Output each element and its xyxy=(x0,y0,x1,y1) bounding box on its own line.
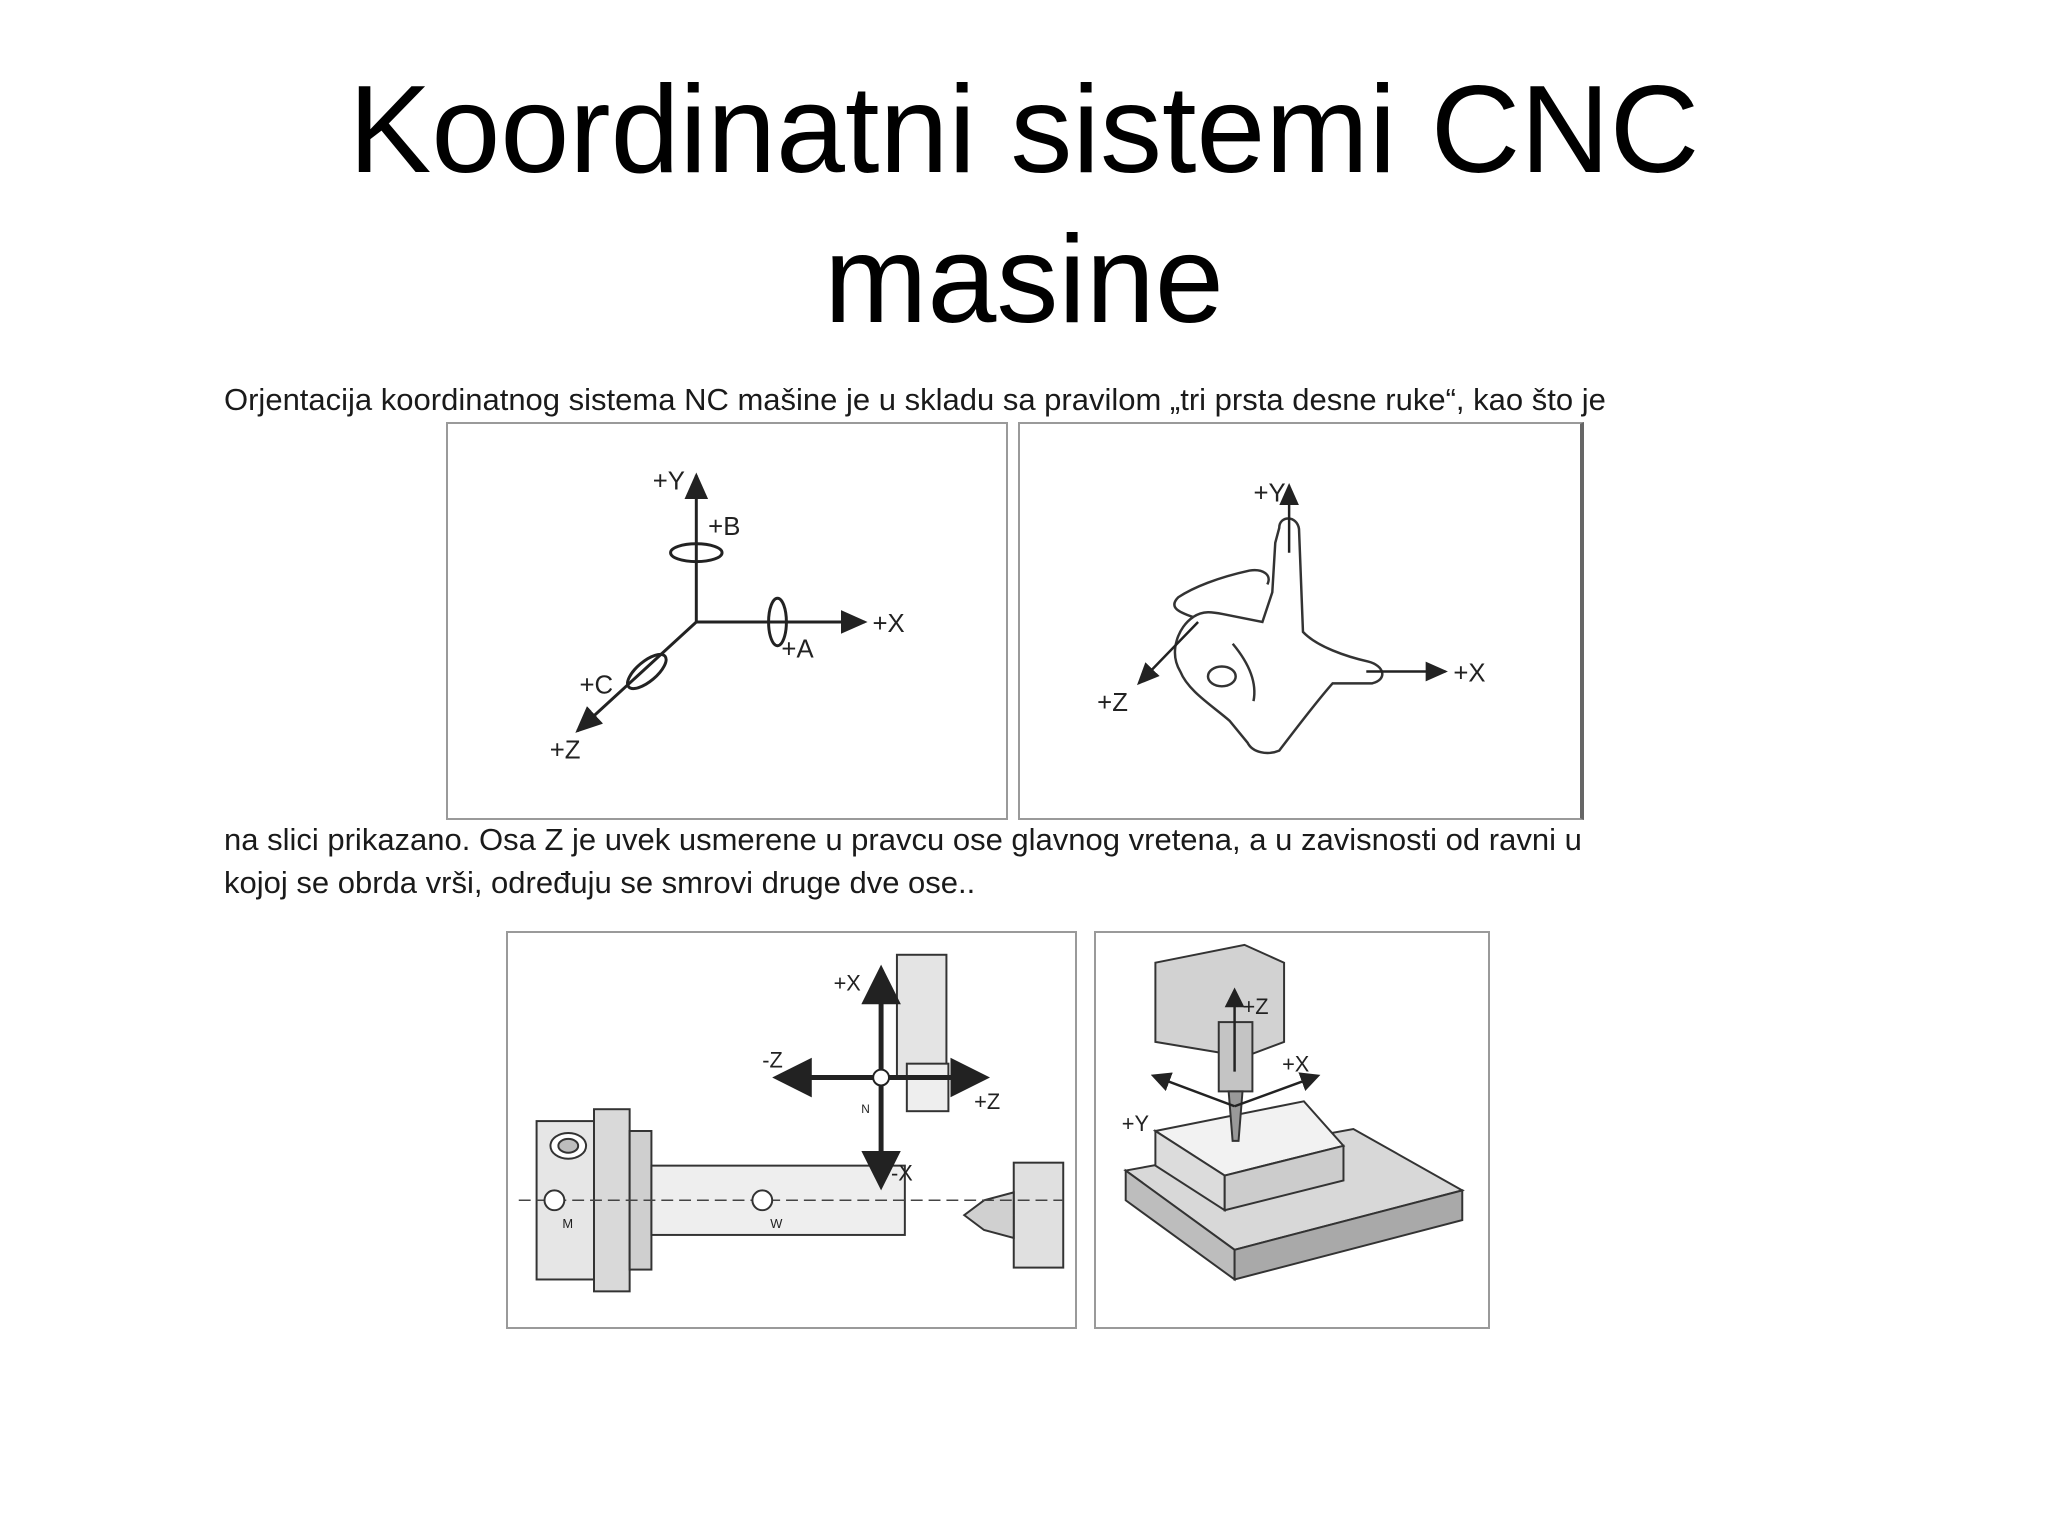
label-plus-y: +Y xyxy=(652,467,685,496)
label-plus-z: +Z xyxy=(1242,994,1269,1020)
tool-holder xyxy=(897,955,948,1111)
label-plus-z: +Z xyxy=(974,1089,1001,1115)
label-plus-z: +Z xyxy=(1097,689,1128,718)
mill-diagram-panel xyxy=(1094,931,1490,1329)
label-plus-x: +X xyxy=(872,609,905,638)
tool-zero-icon xyxy=(873,1070,889,1086)
lathe-diagram-panel xyxy=(506,931,1077,1329)
z-axis-line xyxy=(1139,622,1198,683)
workpiece-zero-icon xyxy=(752,1190,772,1210)
hand-icon xyxy=(1174,518,1382,752)
label-plus-a: +A xyxy=(781,635,814,664)
label-plus-c: +C xyxy=(579,671,614,700)
body-paragraph xyxy=(224,818,1824,904)
c-rotation-icon xyxy=(622,649,671,695)
axes-diagram xyxy=(448,424,1006,818)
slide-title xyxy=(0,55,2048,355)
slide-title-line2: masine xyxy=(824,211,1224,349)
hand-rule-panel xyxy=(1018,422,1584,820)
label-n: N xyxy=(861,1102,870,1117)
label-m: M xyxy=(562,1216,574,1232)
label-minus-z: -Z xyxy=(762,1047,783,1073)
label-plus-b: +B xyxy=(708,512,741,541)
label-plus-x: +X xyxy=(1282,1051,1310,1077)
hand-rule-diagram xyxy=(1020,424,1580,818)
label-plus-y: +Y xyxy=(1253,479,1286,508)
body-paragraph-line2: kojoj se obrda vrši, određuju se smrovi druge dve ose.. xyxy=(224,865,976,900)
axes-diagram-panel xyxy=(446,422,1008,820)
label-minus-x: -X xyxy=(890,1160,913,1186)
intro-paragraph: Orjentacija koordinatnog sistema NC mašine je u skladu sa pravilom „tri prsta desne ruke“, kao što je xyxy=(224,382,1606,417)
mill-diagram xyxy=(1096,933,1488,1327)
label-w: W xyxy=(770,1216,783,1232)
tailstock xyxy=(964,1163,1063,1268)
label-plus-y: +Y xyxy=(1121,1110,1149,1136)
label-plus-z: +Z xyxy=(549,736,581,765)
body-paragraph-line1: na slici prikazano. Osa Z je uvek usmerene u pravcu ose glavnog vretena, a u zavisnosti od ravni u xyxy=(224,822,1582,857)
machine-zero-icon xyxy=(545,1190,565,1210)
lathe-diagram xyxy=(508,933,1075,1327)
label-plus-x: +X xyxy=(833,970,861,996)
label-plus-x: +X xyxy=(1453,659,1486,688)
slide-title-line1: Koordinatni sistemi CNC xyxy=(348,61,1700,199)
